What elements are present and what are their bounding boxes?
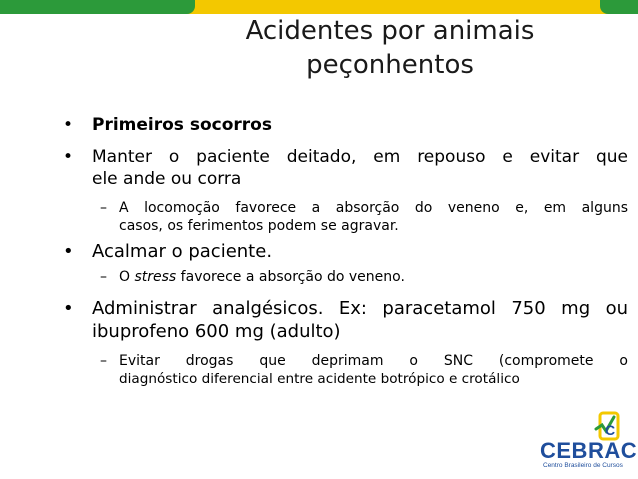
dash-icon: – <box>100 353 107 369</box>
bullet-manter-paciente-line-1: Manter o paciente deitado, em repouso e evitar que <box>92 147 628 167</box>
subitem-locomocao-line-2: casos, os ferimentos podem se agravar. <box>119 218 399 234</box>
bullet-icon: • <box>63 298 74 319</box>
bullet-analgesicos-line-2: ibuprofeno 600 mg (adulto) <box>92 321 341 342</box>
subitem-stress-post: favorece a absorção do veneno. <box>176 269 405 285</box>
subitem-stress-emphasis: stress <box>134 269 177 285</box>
subitem-evitar-drogas-line-1: Evitar drogas que deprimam o SNC (compromete o <box>119 353 628 369</box>
logo-subtitle: Centro Brasileiro de Cursos <box>543 462 623 469</box>
bullet-acalmar: Acalmar o paciente. <box>92 241 273 262</box>
bullet-primeiros-socorros: Primeiros socorros <box>92 115 272 135</box>
slide-title <box>190 14 590 82</box>
logo-name: CEBRAC <box>540 438 638 463</box>
header-bar <box>0 0 638 14</box>
bullet-analgesicos-line-1: Administrar analgésicos. Ex: paracetamol 750 mg ou <box>92 298 628 319</box>
bullet-manter-paciente-line-2: ele ande ou corra <box>92 169 242 189</box>
slide-title-line-1: Acidentes por animais <box>245 16 535 46</box>
bullet-icon: • <box>63 241 74 262</box>
subitem-stress-pre: O <box>119 269 135 285</box>
dash-icon: – <box>100 200 107 216</box>
subitem-stress <box>119 268 628 286</box>
bullet-icon: • <box>63 115 74 135</box>
svg-text:C: C <box>605 422 616 438</box>
header-bar-green-right <box>600 0 638 14</box>
dash-icon: – <box>100 269 107 285</box>
header-bar-green-left <box>0 0 195 14</box>
bullet-icon: • <box>63 147 74 167</box>
slide-title-line-2: peçonhentos <box>306 50 474 80</box>
subitem-evitar-drogas-line-2: diagnóstico diferencial entre acidente botrópico e crotálico <box>119 371 520 387</box>
subitem-locomocao-line-1: A locomoção favorece a absorção do veneno e, em alguns <box>119 200 628 216</box>
